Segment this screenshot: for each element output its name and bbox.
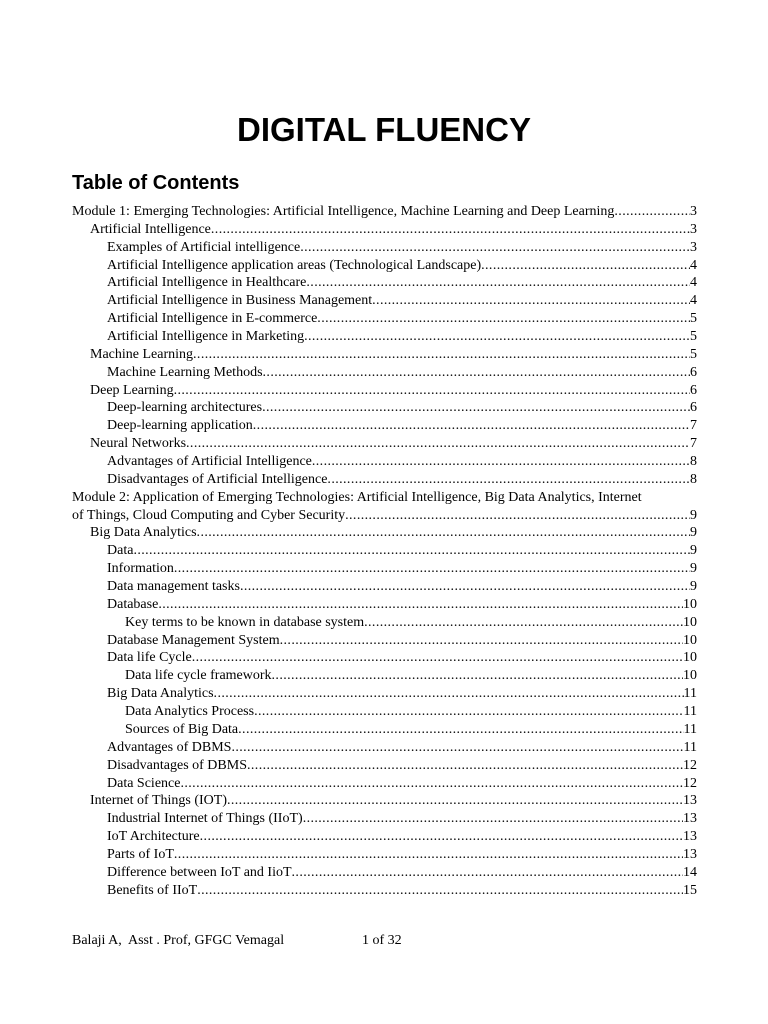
toc-entry-page: 10 <box>683 596 697 612</box>
toc-entry-page: 5 <box>690 346 697 362</box>
toc-entry-continuation <box>72 507 697 525</box>
dot-leader <box>303 810 683 828</box>
toc-entry-label: Database <box>107 596 159 612</box>
toc-entry[interactable] <box>72 649 697 667</box>
toc-entry-label: Data life cycle framework <box>125 668 272 684</box>
toc-entry-label: Data Science <box>107 775 181 791</box>
toc-entry-page: 11 <box>683 739 697 755</box>
toc-entry-page: 9 <box>690 561 697 577</box>
dot-leader <box>211 221 690 239</box>
toc-entry[interactable] <box>72 221 697 239</box>
toc-entry-page: 4 <box>690 257 697 273</box>
toc-entry-label: Data management tasks <box>107 579 240 595</box>
toc-entry-label: Module 2: Application of Emerging Technologies: Artificial Intelligence, Big Data Analytics, Internet <box>72 489 642 505</box>
toc-entry-page: 13 <box>683 829 697 845</box>
toc-entry-label: Information <box>107 561 174 577</box>
toc-entry[interactable] <box>72 310 697 328</box>
toc-entry-label: Deep Learning <box>90 382 174 398</box>
dot-leader <box>192 649 683 667</box>
toc-entry[interactable] <box>72 632 697 650</box>
toc-entry-page: 9 <box>690 507 697 523</box>
toc-entry-label: Industrial Internet of Things (IIoT) <box>107 811 303 827</box>
toc-entry[interactable] <box>72 453 697 471</box>
toc-entry-label: Disadvantages of Artificial Intelligence <box>107 471 328 487</box>
toc-entry[interactable] <box>72 739 697 757</box>
toc-entry-page: 4 <box>690 293 697 309</box>
toc-entry[interactable] <box>72 703 697 721</box>
dot-leader <box>327 471 690 489</box>
dot-leader <box>312 453 690 471</box>
dot-leader <box>231 739 683 757</box>
toc-entry-page: 11 <box>683 721 697 737</box>
dot-leader <box>197 882 683 900</box>
toc-entry-label: Artificial Intelligence <box>90 221 211 237</box>
toc-entry-label: Module 1: Emerging Technologies: Artificial Intelligence, Machine Learning and Deep Learning <box>72 204 615 219</box>
toc-entry-label: Key terms to be known in database system <box>125 614 365 630</box>
toc-entry[interactable] <box>72 792 697 810</box>
toc-entry[interactable] <box>72 346 697 364</box>
toc-entry-label: Machine Learning Methods <box>107 364 263 380</box>
toc-entry[interactable] <box>72 757 697 775</box>
toc-heading: Table of Contents <box>72 172 240 194</box>
toc-entry[interactable] <box>72 864 697 882</box>
toc-entry[interactable] <box>72 882 697 900</box>
toc-entry[interactable] <box>72 203 697 221</box>
toc-entry[interactable] <box>72 292 697 310</box>
dot-leader <box>238 721 683 739</box>
toc-entry-page: 8 <box>690 471 697 487</box>
dot-leader <box>263 364 690 382</box>
toc-entry-label: Artificial Intelligence in Healthcare <box>107 275 307 291</box>
toc-entry-page: 13 <box>683 846 697 862</box>
footer-author: Balaji A, Asst . Prof, GFGC Vemagal <box>72 933 285 948</box>
dot-leader <box>345 507 690 525</box>
dot-leader <box>280 632 683 650</box>
toc-entry-label: Big Data Analytics <box>90 525 197 541</box>
toc-entry[interactable] <box>72 239 697 257</box>
toc-entry-label: Sources of Big Data <box>125 721 239 737</box>
document-title: DIGITAL FLUENCY <box>237 111 531 148</box>
toc-entry-label: Artificial Intelligence in Marketing <box>107 329 305 345</box>
toc-entry[interactable] <box>72 721 697 739</box>
toc-entry-page: 3 <box>690 204 697 219</box>
toc-entry-label: IoT Architecture <box>107 829 200 845</box>
dot-leader <box>364 614 683 632</box>
dot-leader <box>174 382 690 400</box>
dot-leader <box>481 257 690 275</box>
toc-entry-page: 4 <box>690 275 697 291</box>
toc-entry-page: 6 <box>690 382 697 398</box>
toc-entry-page: 15 <box>683 882 697 898</box>
toc-entry-page: 9 <box>690 543 697 559</box>
toc-entry-page: 11 <box>683 704 697 720</box>
toc-entry[interactable] <box>72 257 697 275</box>
dot-leader <box>272 667 683 685</box>
toc-entry[interactable] <box>72 399 697 417</box>
footer-page-indicator: 1 of 32 <box>362 933 402 948</box>
toc-entry-label: Artificial Intelligence in Business Management <box>107 293 373 309</box>
table-of-contents <box>72 203 697 900</box>
toc-entry-page: 6 <box>690 364 697 380</box>
dot-leader <box>253 417 690 435</box>
toc-entry[interactable] <box>72 471 697 489</box>
toc-entry-page: 3 <box>690 239 697 255</box>
toc-entry-label: Database Management System <box>107 632 280 648</box>
dot-leader <box>180 775 683 793</box>
toc-entry-page: 11 <box>683 686 697 702</box>
toc-entry[interactable] <box>72 417 697 435</box>
toc-entry-page: 14 <box>683 864 697 880</box>
toc-entry-page: 13 <box>683 811 697 827</box>
toc-entry-page: 10 <box>683 650 697 666</box>
toc-entry-page: 5 <box>690 329 697 345</box>
dot-leader <box>254 703 683 721</box>
dot-leader <box>158 596 683 614</box>
toc-entry-label: Neural Networks <box>90 436 187 452</box>
toc-entry[interactable] <box>72 364 697 382</box>
dot-leader <box>133 542 690 560</box>
toc-entry[interactable] <box>72 274 697 292</box>
toc-entry-label: Disadvantages of DBMS <box>107 757 247 773</box>
toc-entry-page: 10 <box>683 632 697 648</box>
dot-leader <box>304 328 690 346</box>
dot-leader <box>174 846 683 864</box>
toc-entry-page: 10 <box>683 614 697 630</box>
dot-leader <box>317 310 690 328</box>
toc-entry-label: Benefits of IIoT <box>107 882 198 898</box>
dot-leader <box>214 685 684 703</box>
toc-entry-page: 5 <box>690 311 697 327</box>
toc-entry-label: Artificial Intelligence application areas (Technological Landscape) <box>107 257 482 273</box>
dot-leader <box>300 239 690 257</box>
toc-entry[interactable] <box>72 328 697 346</box>
toc-entry-label: Big Data Analytics <box>107 686 214 702</box>
toc-entry[interactable] <box>72 810 697 828</box>
toc-entry-label: Machine Learning <box>90 346 194 362</box>
toc-entry-label: Deep-learning application <box>107 418 253 434</box>
dot-leader <box>193 346 690 364</box>
toc-entry-page: 10 <box>683 668 697 684</box>
toc-entry-label: Data life Cycle <box>107 650 192 666</box>
dot-leader <box>197 524 690 542</box>
toc-entry[interactable] <box>72 685 697 703</box>
toc-entry-page: 9 <box>690 525 697 541</box>
toc-entry-label: Examples of Artificial intelligence <box>107 239 301 255</box>
toc-entry-label-continued: of Things, Cloud Computing and Cyber Security <box>72 507 346 523</box>
toc-entry-page: 12 <box>683 775 697 791</box>
toc-entry-page: 13 <box>683 793 697 809</box>
dot-leader <box>292 864 683 882</box>
dot-leader <box>200 828 683 846</box>
dot-leader <box>372 292 690 310</box>
dot-leader <box>174 560 690 578</box>
toc-entry-label: Parts of IoT <box>107 846 174 862</box>
toc-entry-label: Advantages of DBMS <box>107 739 232 755</box>
toc-entry[interactable] <box>72 524 697 542</box>
dot-leader <box>306 274 690 292</box>
toc-entry-page: 7 <box>690 418 697 434</box>
toc-entry[interactable] <box>72 578 697 596</box>
toc-entry-label: Artificial Intelligence in E-commerce <box>107 311 318 327</box>
toc-entry[interactable] <box>72 542 697 560</box>
toc-entry[interactable] <box>72 560 697 578</box>
toc-entry[interactable] <box>72 828 697 846</box>
dot-leader <box>262 399 690 417</box>
toc-entry[interactable] <box>72 435 697 453</box>
toc-entry[interactable] <box>72 614 697 632</box>
dot-leader <box>247 757 683 775</box>
toc-entry-label: Advantages of Artificial Intelligence <box>107 454 312 470</box>
toc-entry-label: Difference between IoT and IioT <box>107 864 292 880</box>
toc-entry-label: Data <box>107 543 134 559</box>
toc-entry[interactable] <box>72 846 697 864</box>
toc-entry[interactable] <box>72 667 697 685</box>
toc-entry-page: 7 <box>690 436 697 452</box>
toc-entry[interactable] <box>72 489 697 525</box>
toc-entry-page: 8 <box>690 454 697 470</box>
toc-entry[interactable] <box>72 596 697 614</box>
toc-entry[interactable] <box>72 382 697 400</box>
dot-leader <box>614 203 690 221</box>
toc-entry-label: Data Analytics Process <box>125 704 255 720</box>
toc-entry-page: 12 <box>683 757 697 773</box>
dot-leader <box>186 435 690 453</box>
dot-leader <box>227 792 683 810</box>
toc-entry-label: Deep-learning architectures <box>107 400 263 416</box>
toc-entry-page: 3 <box>690 221 697 237</box>
toc-entry-label: Internet of Things (IOT) <box>90 793 227 809</box>
dot-leader <box>240 578 690 596</box>
toc-entry-page: 9 <box>690 579 697 595</box>
toc-entry-page: 6 <box>690 400 697 416</box>
toc-entry[interactable] <box>72 775 697 793</box>
